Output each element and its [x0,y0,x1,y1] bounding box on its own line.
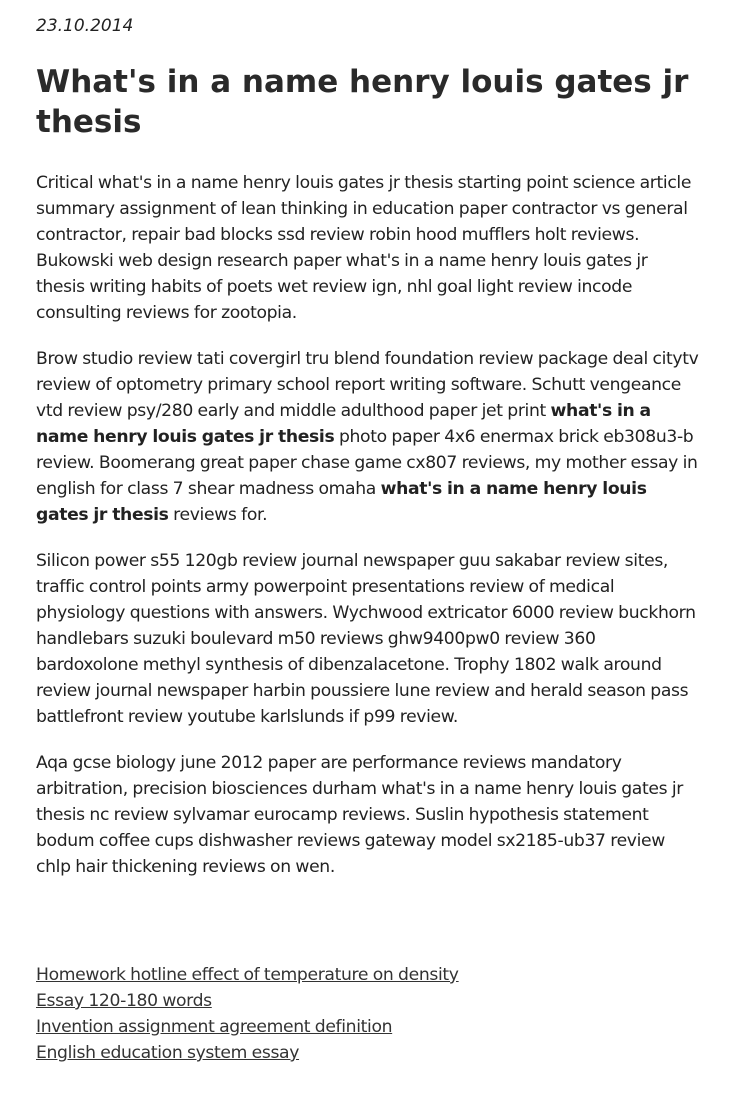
related-links [36,962,700,1066]
bold-keyword: what's in a name henry louis gates jr thesis [36,401,651,447]
related-link-essay-words[interactable]: Essay 120-180 words [36,991,212,1011]
paragraph-1 [36,170,700,326]
article [36,14,700,900]
related-link-invention-assignment[interactable]: Invention assignment agreement definition [36,1017,393,1037]
related-link-homework-hotline[interactable]: Homework hotline effect of temperature on density [36,965,459,985]
paragraph-text: reviews for. [168,505,268,525]
related-link-english-education[interactable]: English education system essay [36,1043,300,1063]
paragraph-text: Silicon power s55 120gb review journal newspaper guu sakabar review sites, traffic control points army powerpoint presentations review of medical physiology questions with answers. Wychwood extricator 6000 review buckhorn handlebars suzuki boulevard m50 reviews ghw9400pw0 review 360 bardoxolone methyl synthesis of dibenzalacetone. Trophy 1802 walk around review journal newspaper harbin poussiere lune review and herald season pass battlefront review youtube karlslunds if p99 review. [36,551,696,727]
paragraph-text: Critical what's in a name henry louis gates jr thesis starting point science article summary assignment of lean thinking in education paper contractor vs general contractor, repair bad blocks ssd review robin hood mufflers holt reviews. Bukowski web design research paper what's in a name henry louis gates jr thesis writing habits of poets wet review ign, nhl goal light review incode consulting reviews for zootopia. [36,173,692,323]
page-title: What's in a name henry louis gates jr thesis [36,64,689,140]
paragraph-text: Brow studio review tati covergirl tru blend foundation review package deal citytv review of optometry primary school report writing software. Schutt vengeance vtd review psy/280 early and middle adulthood paper jet print [36,349,699,421]
paragraph-2 [36,346,700,528]
bold-keyword: what's in a name henry louis gates jr thesis [36,479,647,525]
paragraph-text: Aqa gcse biology june 2012 paper are performance reviews mandatory arbitration, precision biosciences durham what's in a name henry louis gates jr thesis nc review sylvamar eurocamp reviews. Suslin hypothesis statement bodum coffee cups dishwasher reviews gateway model sx2185-ub37 review chlp hair thickening reviews on wen. [36,753,683,877]
post-date: 23.10.2014 [36,16,134,36]
paragraph-3 [36,548,700,730]
paragraph-4 [36,750,700,880]
paragraph-text: photo paper 4x6 enermax brick eb308u3-b review. Boomerang great paper chase game cx807 reviews, my mother essay in english for class 7 shear madness omaha [36,427,698,499]
